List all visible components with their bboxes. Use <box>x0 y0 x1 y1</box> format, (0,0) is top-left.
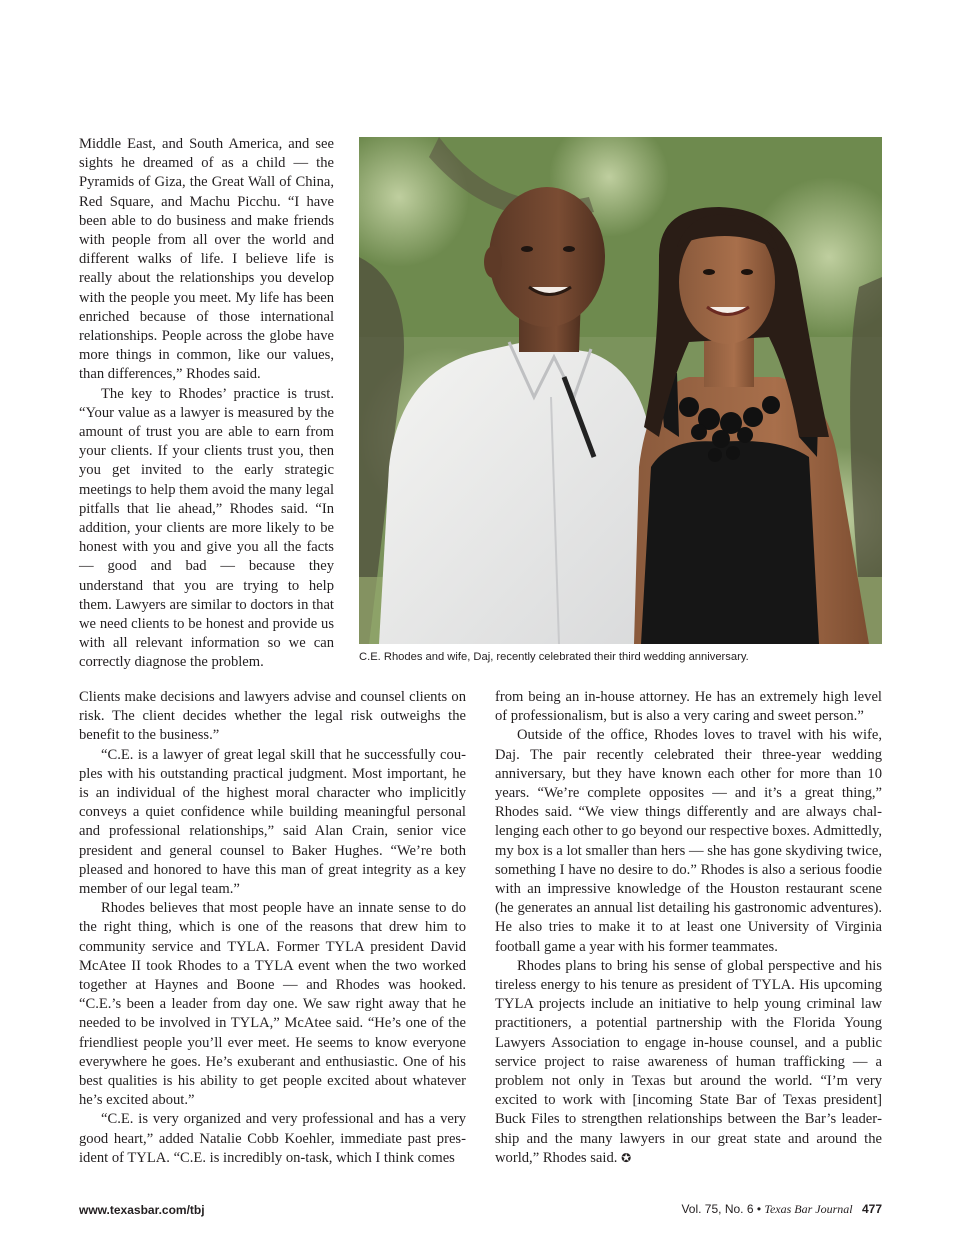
paragraph: “C.E. is a lawyer of great legal skill that he successfully couples with his outstanding practical judgment. Most important, he is an individual of the highest moral character who implicitly conveys a quiet confidence while building meaningful personal and professional relationships,” said Alan Crain, senior vice president and general counsel to Baker Hughes. “We’re both pleased and honored to have this man of great integrity as a key member of our legal team.” <box>79 746 466 898</box>
footer-volume: Vol. 75, No. 6 <box>681 1202 754 1216</box>
couple-photo <box>359 137 882 644</box>
photo-caption: C.E. Rhodes and wife, Daj, recently celebrated their third wedding anniversary. <box>359 651 749 663</box>
paragraph-last <box>495 957 882 1168</box>
paragraph: from being an in-house attorney. He has an extremely high level of professionalism, but is also a very caring and sweet person.” <box>495 689 882 725</box>
page-number: 477 <box>861 1202 882 1216</box>
couple-photo-illustration <box>359 137 882 644</box>
paragraph: Middle East, and South America, and see sights he dreamed of as a child — the Pyramids of Giza, the Great Wall of China, Red Square, and Machu Picchu. “I have been able to do business and make friends with people from all over the world and different walks of life. I believe life is really about the relationships you develop with the people you meet. My life has been enriched because of those international relationships. People across the globe have more things in common, like our values, than differences,” Rhodes said. <box>79 136 334 383</box>
footer-bullet: • <box>756 1202 762 1216</box>
paragraph: The key to Rhodes’ practice is trust. “Your value as a lawyer is measured by the amount of trust you are able to earn from your clients. If your clients trust you, then you get invited to the early strategic meetings to help them avoid the many legal pitfalls that lie ahead,” Rhodes said. “In addition, your clients are more likely to be honest with you and give you all the facts — good and bad — because they understand that you are trying to help them. Lawyers are similar to doctors in that we need clients to be honest and provide us with all relevant information so we can correctly diagnose the problem. <box>79 385 334 671</box>
footer-issue-info <box>681 1202 882 1217</box>
footer-journal-title: Texas Bar Journal <box>764 1202 853 1216</box>
paragraph: Clients make decisions and lawyers advise and counsel clients on risk. The client decides whether the legal risk outweighs the benefit to the business.” <box>79 689 466 744</box>
article-column-right <box>495 688 882 1168</box>
article-column-left <box>79 688 466 1168</box>
end-mark-icon: ✪ <box>621 1150 632 1165</box>
footer-url: www.texasbar.com/tbj <box>79 1203 205 1217</box>
paragraph: Rhodes believes that most people have an innate sense to do the right thing, which is one of the reasons that drew him to community service and TYLA. Former TYLA president David McAtee II took Rhodes to a TYLA event when the two worked together at Haynes and Boone — and Rhodes was hooked. “C.E.’s been a leader from day one. We saw right away that he needed to be involved in TYLA,” McAtee said. “He’s one of the friendliest people you’ll ever meet. He seems to know everyone everywhere he goes. He’s exuberant and enthusiastic. One of his best qualities is his ability to get people excited about whatever he’s excited about.” <box>79 900 466 1109</box>
article-column-top <box>79 135 334 673</box>
paragraph-text: Rhodes plans to bring his sense of global perspective and his tireless energy to his tenure as president of TYLA. His upcoming TYLA projects include an initiative to help young criminal law practitioners, a potential partnership with the Florida Young Lawyers Association to engage in-house counsel, and a public service project to raise awareness of human trafficking — a problem not only in Texas but around the world. “I’m very excited to work with [incoming State Bar of Texas president] Buck Files to strengthen relationships between the Bar’s leadership and the many lawyers in our great state and around the world,” Rhodes said. <box>495 957 882 1166</box>
paragraph: Outside of the office, Rhodes loves to travel with his wife, Daj. The pair recently celebrated their three-year wedding anniversary, but they have known each other for more than 10 years. “We’re complete opposites — and it’s a great thing,” Rhodes said. “We view things differently and are always challenging each other to go beyond our respective boxes. Admittedly, my box is a lot smaller than hers — she has gone skydiving twice, something I have no desire to do.” Rhodes is also a serious foodie with an impressive knowledge of the Houston restaurant scene (he generates an annual list detailing his gastronomic adventures). He also tries to make it to at least one University of Virginia football game a year with his former teammates. <box>495 727 882 955</box>
paragraph: “C.E. is very organized and very professional and has a very good heart,” added Natalie Cobb Koehler, immediate past president of TYLA. “C.E. is incredibly on-task, which I think comes <box>79 1111 466 1166</box>
